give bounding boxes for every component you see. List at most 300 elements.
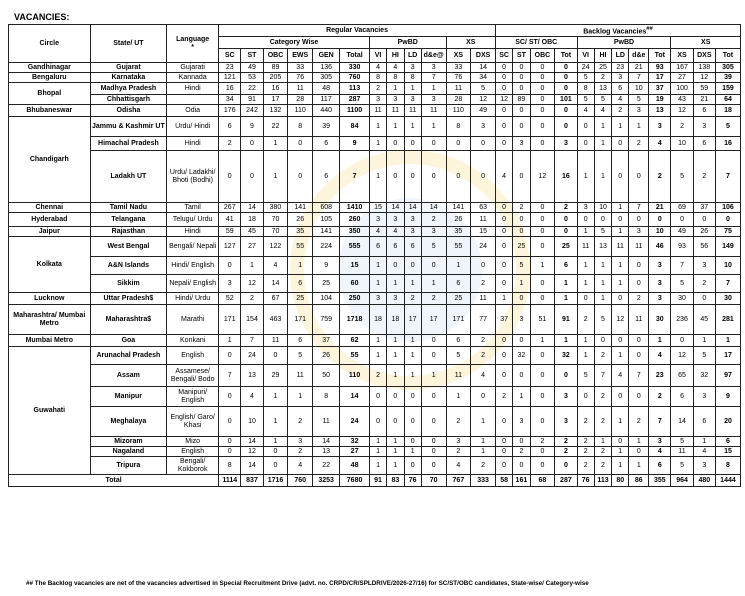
regular-vacancies-header: Regular Vacancies (219, 25, 496, 37)
value-cell: 2 (594, 407, 611, 437)
value-cell: 2 (555, 437, 577, 447)
value-cell: 159 (715, 83, 740, 95)
value-cell: 5 (594, 95, 611, 105)
value-cell: 11 (288, 365, 313, 387)
value-cell: 3 (369, 213, 386, 227)
value-cell: 0 (288, 151, 313, 203)
value-cell: 4 (693, 447, 715, 457)
value-cell: 62 (340, 335, 370, 347)
value-cell: 16 (219, 83, 241, 95)
state-cell: Sikkim (90, 275, 167, 293)
table-row (9, 335, 741, 347)
value-cell: 4 (649, 137, 671, 151)
value-cell: 0 (219, 437, 241, 447)
value-cell: 12 (495, 95, 512, 105)
value-cell: 0 (495, 227, 512, 237)
value-cell: 0 (629, 275, 649, 293)
value-cell: 1 (404, 447, 421, 457)
value-cell: 4 (495, 151, 512, 203)
state-cell: A&N Islands (90, 257, 167, 275)
value-cell: 1 (594, 151, 611, 203)
value-cell: 49 (471, 105, 496, 117)
value-cell: 3 (471, 117, 496, 137)
value-cell: 27 (340, 447, 370, 457)
total-cell: 3253 (313, 475, 340, 487)
value-cell: 0 (219, 387, 241, 407)
value-cell: 0 (495, 137, 512, 151)
value-cell: 93 (671, 237, 693, 257)
value-cell: 3 (612, 73, 629, 83)
value-cell: 23 (612, 63, 629, 73)
value-cell: 5 (577, 73, 594, 83)
language-cell: Urdu/ Ladakhi/ Bhoti (Bodhi) (167, 151, 219, 203)
value-cell: 0 (404, 437, 421, 447)
column-header: XS (671, 49, 693, 63)
value-cell: 35 (288, 227, 313, 237)
value-cell: 12 (671, 105, 693, 117)
value-cell: 8 (219, 457, 241, 475)
value-cell: 11 (577, 237, 594, 257)
value-cell: 1 (421, 117, 446, 137)
value-cell: 0 (530, 237, 555, 257)
value-cell: 4 (612, 365, 629, 387)
value-cell: 113 (340, 83, 370, 95)
value-cell: 555 (340, 237, 370, 257)
value-cell: 1 (404, 365, 421, 387)
value-cell: 2 (369, 83, 386, 95)
value-cell: 7 (340, 151, 370, 203)
column-header: SC (219, 49, 241, 63)
language-header (167, 25, 219, 63)
value-cell: 2 (530, 437, 555, 447)
state-cell: Mizoram (90, 437, 167, 447)
value-cell: 53 (241, 73, 263, 83)
value-cell: 141 (446, 203, 471, 213)
value-cell: 0 (612, 335, 629, 347)
value-cell: 0 (649, 213, 671, 227)
value-cell: 12 (612, 305, 629, 335)
language-cell: Tamil (167, 203, 219, 213)
value-cell: 0 (513, 105, 530, 117)
value-cell: 11 (612, 237, 629, 257)
language-cell: Hindi/ English (167, 257, 219, 275)
value-cell: 5 (693, 347, 715, 365)
value-cell: 0 (404, 457, 421, 475)
value-cell: 11 (288, 83, 313, 95)
value-cell: 9 (715, 387, 740, 407)
value-cell: 5 (513, 257, 530, 275)
value-cell: 0 (219, 347, 241, 365)
value-cell: 11 (446, 83, 471, 95)
value-cell: 1 (263, 151, 288, 203)
language-cell: English (167, 447, 219, 457)
value-cell: 48 (340, 457, 370, 475)
state-cell: Rajasthan (90, 227, 167, 237)
circle-cell: Chandigarh (9, 117, 91, 203)
value-cell: 0 (513, 457, 530, 475)
value-cell: 0 (513, 227, 530, 237)
value-cell: 3 (387, 213, 404, 227)
table-row (9, 305, 741, 335)
value-cell: 1718 (340, 305, 370, 335)
total-cell: 1716 (263, 475, 288, 487)
value-cell: 19 (649, 95, 671, 105)
value-cell: 4 (446, 457, 471, 475)
value-cell: 91 (555, 305, 577, 335)
state-cell: Himachal Pradesh (90, 137, 167, 151)
value-cell: 10 (629, 83, 649, 95)
value-cell: 5 (577, 95, 594, 105)
value-cell: 10 (715, 257, 740, 275)
value-cell: 6 (649, 457, 671, 475)
value-cell: 0 (495, 457, 512, 475)
value-cell: 28 (288, 95, 313, 105)
value-cell: 1 (577, 227, 594, 237)
column-header: HI (387, 49, 404, 63)
value-cell: 2 (421, 293, 446, 305)
footnote: ## The Backlog vacancies are net of the vacancies advertised in Special Recruitment Drive (advt. no. CRPD/CR/SPLDRIVE/2026-27/16) for SC/ST/OBC candidates, State-wise/ Category-wise (26, 580, 589, 587)
value-cell: 37 (495, 305, 512, 335)
table-row (9, 257, 741, 275)
value-cell: 0 (495, 213, 512, 227)
value-cell: 6 (313, 137, 340, 151)
value-cell: 4 (612, 95, 629, 105)
value-cell: 2 (649, 387, 671, 407)
value-cell: 5 (629, 95, 649, 105)
value-cell: 26 (693, 227, 715, 237)
circle-cell: Maharashtra/ Mumbai Metro (9, 305, 91, 335)
value-cell: 0 (387, 407, 404, 437)
value-cell: 0 (577, 293, 594, 305)
value-cell: 6 (446, 275, 471, 293)
language-cell: Hindi (167, 83, 219, 95)
value-cell: 48 (313, 83, 340, 95)
column-header: ST (241, 49, 263, 63)
value-cell: 60 (340, 275, 370, 293)
value-cell: 0 (577, 117, 594, 137)
value-cell: 9 (241, 117, 263, 137)
value-cell: 18 (241, 213, 263, 227)
value-cell: 0 (671, 213, 693, 227)
value-cell: 3 (693, 387, 715, 407)
value-cell: 2 (288, 447, 313, 457)
table-row (9, 275, 741, 293)
value-cell: 0 (404, 151, 421, 203)
value-cell: 12 (530, 151, 555, 203)
value-cell: 28 (446, 95, 471, 105)
value-cell: 0 (555, 457, 577, 475)
value-cell: 2 (471, 275, 496, 293)
value-cell: 105 (313, 213, 340, 227)
value-cell: 11 (471, 213, 496, 227)
value-cell: 1 (577, 257, 594, 275)
value-cell: 1 (263, 407, 288, 437)
value-cell: 154 (241, 305, 263, 335)
value-cell: 0 (495, 257, 512, 275)
value-cell: 1 (612, 447, 629, 457)
value-cell: 608 (313, 203, 340, 213)
value-cell: 0 (404, 257, 421, 275)
value-cell: 17 (715, 347, 740, 365)
value-cell: 7 (715, 275, 740, 293)
value-cell: 1 (263, 437, 288, 447)
value-cell: 0 (495, 117, 512, 137)
value-cell: 141 (313, 227, 340, 237)
state-cell: Odisha (90, 105, 167, 117)
state-cell: Jammu & Kashmir UT (90, 117, 167, 137)
value-cell: 1 (369, 437, 386, 447)
value-cell: 55 (446, 237, 471, 257)
value-cell: 2 (594, 457, 611, 475)
column-header: d&e (629, 49, 649, 63)
value-cell: 25 (313, 275, 340, 293)
value-cell: 0 (555, 227, 577, 237)
value-cell: 20 (715, 407, 740, 437)
value-cell: 0 (513, 151, 530, 203)
value-cell: 1 (577, 335, 594, 347)
value-cell: 0 (471, 151, 496, 203)
value-cell: 3 (446, 437, 471, 447)
value-cell: 0 (629, 347, 649, 365)
value-cell: 1 (555, 335, 577, 347)
value-cell: 49 (671, 227, 693, 237)
value-cell: 3 (693, 257, 715, 275)
value-cell: 3 (404, 95, 421, 105)
value-cell: 3 (555, 407, 577, 437)
value-cell: 1 (369, 457, 386, 475)
value-cell: 0 (495, 63, 512, 73)
value-cell: 3 (555, 137, 577, 151)
value-cell: 1 (555, 275, 577, 293)
value-cell: 0 (495, 73, 512, 83)
value-cell: 0 (369, 387, 386, 407)
value-cell: 8 (313, 387, 340, 407)
value-cell: 21 (693, 95, 715, 105)
value-cell: 4 (649, 447, 671, 457)
value-cell: 1 (612, 275, 629, 293)
value-cell: 6 (404, 237, 421, 257)
value-cell: 0 (288, 137, 313, 151)
value-cell: 106 (715, 203, 740, 213)
state-cell: Uttar Pradesh$ (90, 293, 167, 305)
language-mark: * (191, 43, 195, 51)
value-cell: 0 (421, 257, 446, 275)
state-cell: Chhattisgarh (90, 95, 167, 105)
value-cell: 760 (340, 73, 370, 83)
backlog-mark: ## (646, 26, 653, 32)
value-cell: 56 (693, 237, 715, 257)
value-cell: 11 (629, 305, 649, 335)
value-cell: 25 (555, 237, 577, 257)
value-cell: 6 (693, 105, 715, 117)
value-cell: 0 (421, 437, 446, 447)
language-cell: English (167, 347, 219, 365)
value-cell: 0 (495, 335, 512, 347)
value-cell: 22 (313, 457, 340, 475)
value-cell: 2 (241, 293, 263, 305)
value-cell: 2 (577, 407, 594, 437)
value-cell: 5 (288, 347, 313, 365)
value-cell: 0 (594, 213, 611, 227)
value-cell: 5 (446, 347, 471, 365)
value-cell: 11 (471, 293, 496, 305)
value-cell: 260 (340, 213, 370, 227)
value-cell: 14 (387, 203, 404, 213)
total-cell: 68 (530, 475, 555, 487)
value-cell: 70 (263, 227, 288, 237)
value-cell: 3 (387, 95, 404, 105)
value-cell: 8 (288, 117, 313, 137)
value-cell: 0 (577, 213, 594, 227)
value-cell: 0 (530, 105, 555, 117)
column-header: HI (594, 49, 611, 63)
state-header: State/ UT (90, 25, 167, 63)
value-cell: 1 (594, 275, 611, 293)
value-cell: 242 (241, 105, 263, 117)
value-cell: 6 (288, 335, 313, 347)
column-header: LD (612, 49, 629, 63)
value-cell: 1 (612, 407, 629, 437)
value-cell: 6 (693, 137, 715, 151)
value-cell: 14 (471, 63, 496, 73)
value-cell: 50 (313, 365, 340, 387)
value-cell: 287 (340, 95, 370, 105)
value-cell: 759 (313, 305, 340, 335)
state-cell: Gujarat (90, 63, 167, 73)
value-cell: 69 (671, 203, 693, 213)
value-cell: 1 (612, 457, 629, 475)
value-cell: 0 (530, 347, 555, 365)
value-cell: 0 (530, 293, 555, 305)
total-cell: 1444 (715, 475, 740, 487)
table-row (9, 447, 741, 457)
value-cell: 29 (263, 365, 288, 387)
value-cell: 2 (577, 447, 594, 457)
table-row (9, 151, 741, 203)
value-cell: 30 (671, 293, 693, 305)
value-cell: 8 (369, 73, 386, 83)
value-cell: 77 (471, 305, 496, 335)
value-cell: 0 (387, 137, 404, 151)
value-cell: 0 (495, 237, 512, 257)
value-cell: 75 (715, 227, 740, 237)
value-cell: 0 (577, 137, 594, 151)
column-header: VI (369, 49, 386, 63)
value-cell: 14 (404, 203, 421, 213)
value-cell: 18 (715, 105, 740, 117)
value-cell: 6 (219, 117, 241, 137)
value-cell: 6 (313, 151, 340, 203)
language-cell: Gujarati (167, 63, 219, 73)
value-cell: 63 (471, 203, 496, 213)
value-cell: 0 (495, 275, 512, 293)
value-cell: 0 (263, 457, 288, 475)
regular-pwbd-header: PwBD (369, 37, 446, 49)
value-cell: 0 (612, 293, 629, 305)
value-cell: 0 (715, 213, 740, 227)
value-cell: 0 (530, 63, 555, 73)
value-cell: 1 (404, 275, 421, 293)
value-cell: 0 (555, 365, 577, 387)
value-cell: 0 (629, 447, 649, 457)
value-cell: 1 (693, 437, 715, 447)
value-cell: 0 (421, 347, 446, 365)
value-cell: 7 (629, 365, 649, 387)
circle-cell: Bengaluru (9, 73, 91, 83)
value-cell: 32 (693, 365, 715, 387)
column-header: VI (577, 49, 594, 63)
value-cell: 11 (313, 407, 340, 437)
value-cell: 3 (404, 63, 421, 73)
value-cell: 224 (313, 237, 340, 257)
value-cell: 0 (219, 151, 241, 203)
value-cell: 16 (555, 151, 577, 203)
value-cell: 2 (471, 457, 496, 475)
value-cell: 3 (649, 437, 671, 447)
value-cell: 2 (594, 347, 611, 365)
value-cell: 138 (693, 63, 715, 73)
value-cell: 1 (693, 335, 715, 347)
value-cell: 7 (629, 73, 649, 83)
value-cell: 10 (241, 407, 263, 437)
value-cell: 0 (513, 63, 530, 73)
value-cell: 2 (555, 447, 577, 457)
value-cell: 97 (715, 365, 740, 387)
value-cell: 0 (421, 335, 446, 347)
value-cell: 136 (313, 63, 340, 73)
value-cell: 24 (340, 407, 370, 437)
table-row (9, 457, 741, 475)
value-cell: 13 (313, 447, 340, 457)
value-cell: 0 (530, 275, 555, 293)
value-cell: 0 (530, 137, 555, 151)
value-cell: 101 (555, 95, 577, 105)
value-cell: 24 (471, 237, 496, 257)
table-row (9, 73, 741, 83)
state-cell: Assam (90, 365, 167, 387)
value-cell: 1 (471, 437, 496, 447)
total-cell: 83 (387, 475, 404, 487)
column-header: GEN (313, 49, 340, 63)
total-cell: 76 (577, 475, 594, 487)
value-cell: 127 (219, 237, 241, 257)
circle-cell: Gandhinagar (9, 63, 91, 73)
value-cell: 0 (241, 151, 263, 203)
column-header: Tot (649, 49, 671, 63)
value-cell: 2 (629, 407, 649, 437)
value-cell: 0 (471, 257, 496, 275)
value-cell: 0 (513, 83, 530, 95)
value-cell: 117 (313, 95, 340, 105)
value-cell: 2 (629, 293, 649, 305)
value-cell: 17 (404, 305, 421, 335)
value-cell: 0 (495, 347, 512, 365)
value-cell: 34 (471, 73, 496, 83)
value-cell: 37 (649, 83, 671, 95)
value-cell: 39 (313, 117, 340, 137)
value-cell: 0 (495, 437, 512, 447)
value-cell: 7 (629, 203, 649, 213)
value-cell: 1 (471, 407, 496, 437)
value-cell: 0 (495, 83, 512, 95)
value-cell: 0 (263, 347, 288, 365)
value-cell: 3 (404, 227, 421, 237)
value-cell: 15 (471, 227, 496, 237)
value-cell: 1 (387, 437, 404, 447)
table-row (9, 95, 741, 105)
value-cell: 1 (369, 137, 386, 151)
value-cell: 7 (219, 365, 241, 387)
